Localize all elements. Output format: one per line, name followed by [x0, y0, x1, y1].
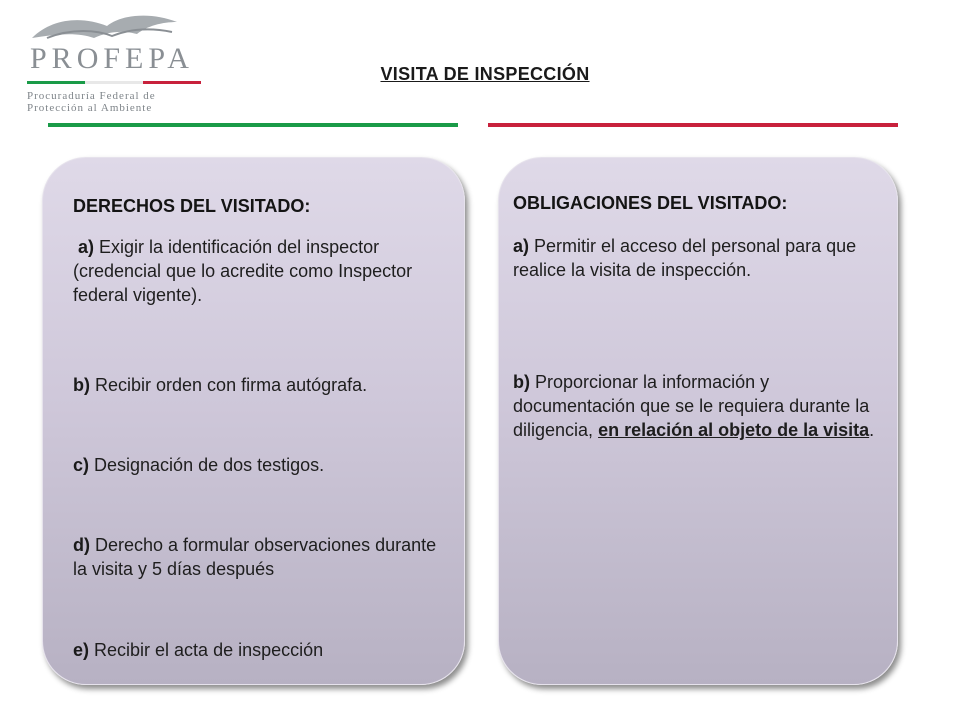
logo-subtitle-line2: Protección al Ambiente	[27, 102, 153, 114]
obligacion-emphasis: en relación al objeto de la visita	[598, 420, 870, 440]
derecho-item-b	[73, 373, 463, 397]
derecho-text-d: Derecho a formular observaciones durante la visita y 5 días después	[73, 535, 437, 579]
profepa-logo	[12, 8, 212, 112]
derecho-letter-a: a)	[78, 237, 95, 257]
derecho-text-b: Recibir orden con firma autógrafa.	[90, 375, 368, 395]
derecho-item-e	[73, 638, 463, 662]
obligacion-letter-a: a)	[513, 236, 530, 256]
page-title: VISITA DE INSPECCIÓN	[380, 64, 590, 84]
logo-white-bar	[85, 81, 143, 84]
obligaciones-heading: OBLIGACIONES DEL VISITADO:	[513, 193, 788, 213]
derecho-letter-e: e)	[73, 640, 90, 660]
obligacion-letter-b: b)	[513, 372, 530, 392]
derechos-heading: DERECHOS DEL VISITADO:	[73, 196, 311, 216]
obligaciones-panel	[498, 157, 898, 685]
logo-green-bar	[27, 81, 85, 84]
derecho-letter-d: d)	[73, 535, 90, 555]
logo-red-bar	[143, 81, 201, 84]
derecho-text-e: Recibir el acta de inspección	[89, 640, 324, 660]
derecho-item-d	[73, 533, 453, 581]
derecho-item-a	[73, 235, 463, 307]
logo-subtitle-line1: Procuraduría Federal de	[27, 90, 156, 102]
derecho-item-c	[73, 453, 463, 477]
red-divider	[488, 123, 898, 127]
obligacion-item-a	[513, 234, 858, 282]
derecho-text-a: Exigir la identificación del inspector (credencial que lo acredite como Inspector federal vigente).	[73, 237, 413, 305]
green-divider	[48, 123, 458, 127]
derecho-letter-b: b)	[73, 375, 90, 395]
derecho-text-c: Designación de dos testigos.	[89, 455, 325, 475]
derecho-letter-c: c)	[73, 455, 90, 475]
obligacion-text-a: Permitir el acceso del personal para que realice la visita de inspección.	[513, 236, 857, 280]
obligacion-text-b: Proporcionar la información y documentación que se le requiera durante la diligencia,	[513, 372, 870, 440]
obligacion-tail: .	[869, 420, 875, 440]
derechos-panel	[42, 157, 465, 685]
logo-wordmark: PROFEPA	[30, 42, 194, 75]
obligacion-item-b	[513, 370, 878, 442]
